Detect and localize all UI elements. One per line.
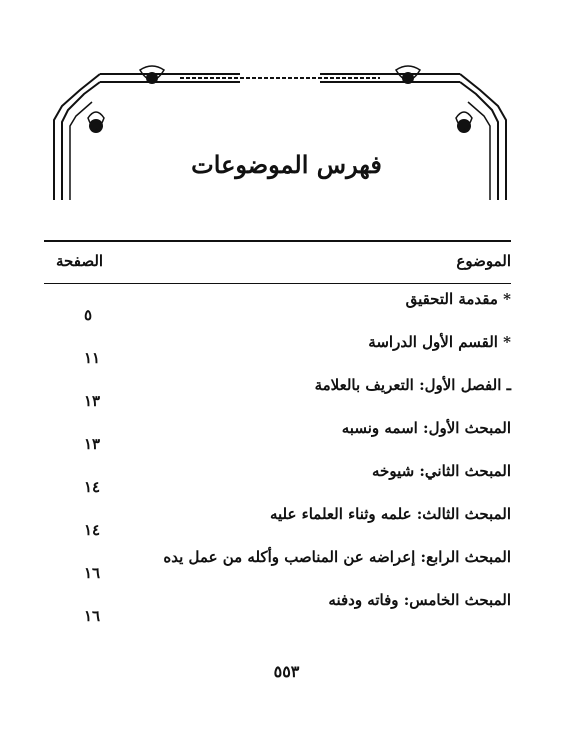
column-header-topic: الموضوع [456, 252, 511, 270]
table-header [44, 246, 511, 280]
list-item [44, 505, 511, 548]
list-item [44, 376, 511, 419]
list-item [44, 290, 511, 333]
entry-title: المبحث الرابع: إعراضه عن المناصب وأكله من عمل يده [163, 548, 511, 566]
page-number: ٥ [84, 306, 93, 324]
page-number: ١٣ [84, 392, 101, 410]
list-item [44, 419, 511, 462]
entry-title: * القسم الأول الدراسة [368, 333, 511, 351]
entry-title: المبحث الثالث: علمه وثناء العلماء عليه [269, 505, 511, 523]
page-number: ١٦ [84, 564, 101, 582]
list-item [44, 462, 511, 505]
column-header-page: الصفحة [56, 252, 104, 270]
page-title: فهرس الموضوعات [191, 150, 382, 179]
list-item [44, 548, 511, 591]
page-number: ١٣ [84, 435, 101, 453]
page-number: ١١ [84, 349, 101, 367]
decorative-header-ornament [40, 60, 520, 210]
contents-list [44, 290, 511, 634]
table-top-rule [44, 240, 511, 242]
list-item [44, 591, 511, 634]
table-header-rule [44, 283, 511, 284]
entry-title: المبحث الأول: اسمه ونسبه [341, 419, 511, 437]
page-folio-number: ٥٥٣ [273, 662, 300, 681]
entry-title: المبحث الثاني: شيوخه [372, 462, 511, 480]
page-number: ١٤ [84, 521, 101, 539]
entry-title: ـ الفصل الأول: التعريف بالعلامة [314, 376, 511, 394]
entry-title: المبحث الخامس: وفاته ودفنه [328, 591, 511, 609]
entry-title: * مقدمة التحقيق [405, 290, 511, 308]
page-number: ١٦ [84, 607, 101, 625]
list-item [44, 333, 511, 376]
page-number: ١٤ [84, 478, 101, 496]
